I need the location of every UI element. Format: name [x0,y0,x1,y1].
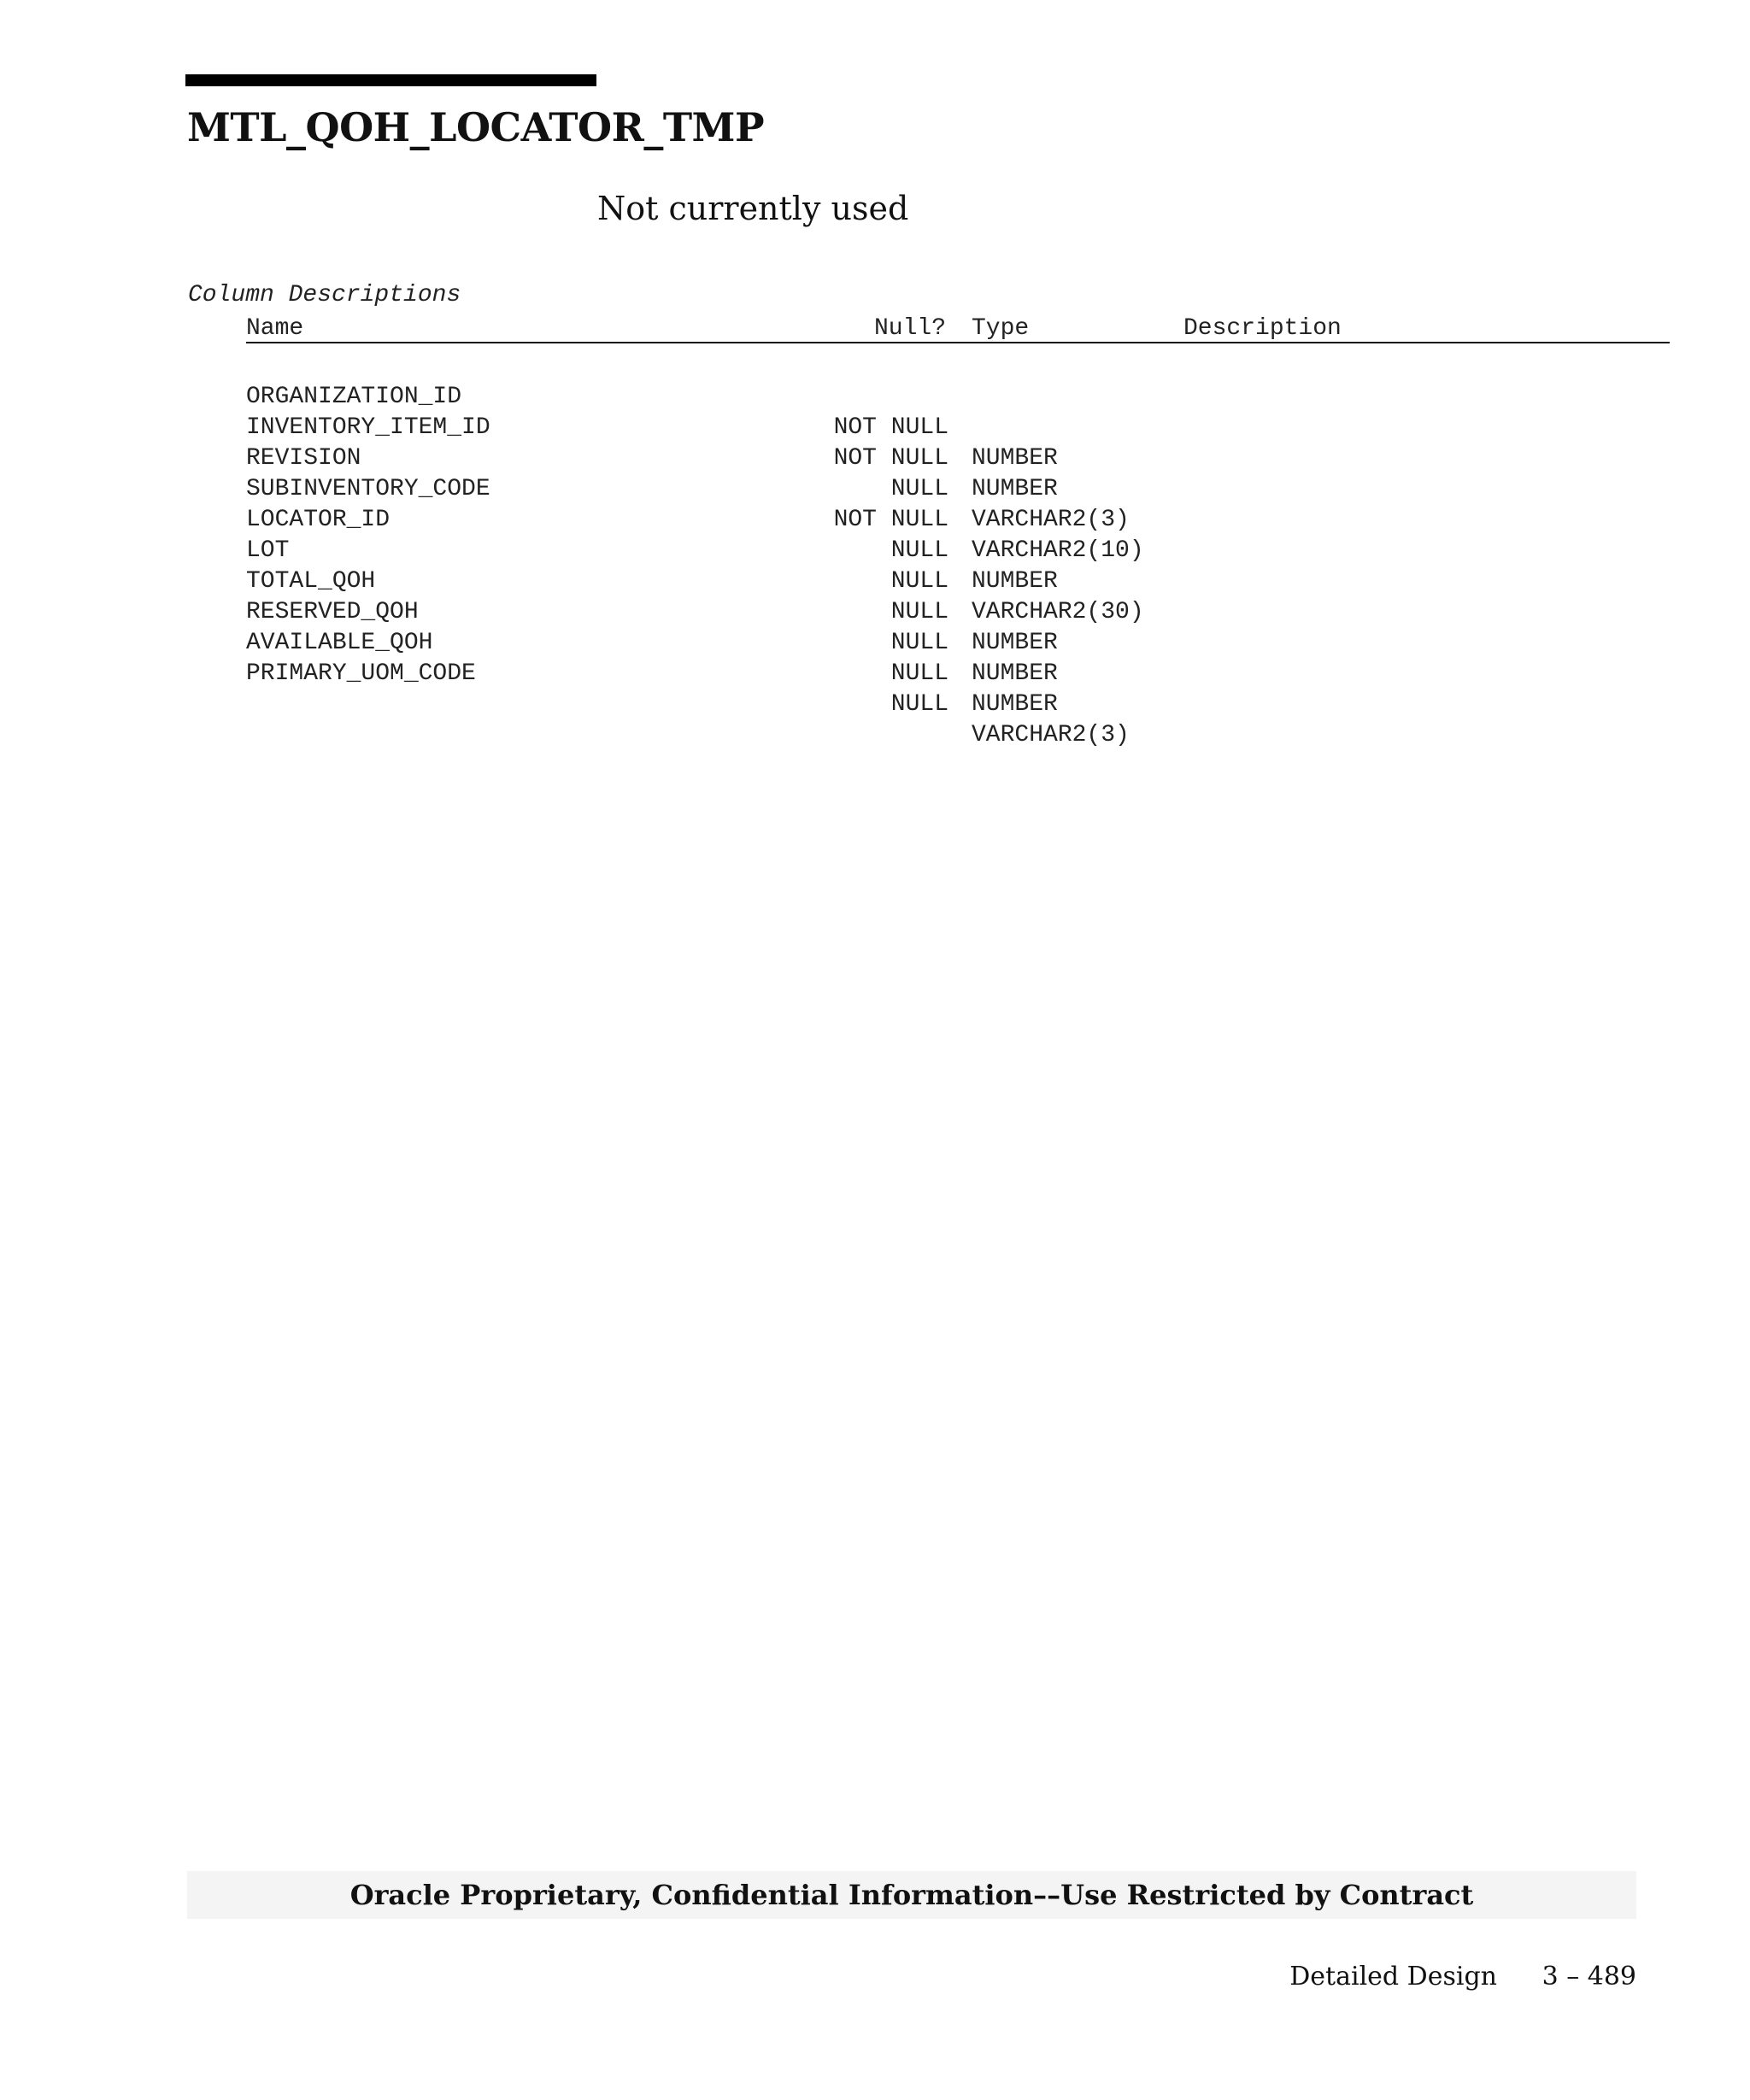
column-name: AVAILABLE_QOH [246,630,433,656]
column-type: VARCHAR2(30) [972,599,1144,625]
column-nullability: NOT NULL [833,445,948,472]
column-type: VARCHAR2(3) [972,507,1130,533]
column-type: VARCHAR2(10) [972,537,1144,564]
column-header-type: Type [972,315,1030,342]
column-type: NUMBER [972,660,1058,687]
column-name: SUBINVENTORY_CODE [246,476,490,502]
column-type: NUMBER [972,568,1058,595]
column-type: VARCHAR2(3) [972,722,1130,748]
footer-section-title: Detailed Design [1289,1962,1497,1991]
page-title: MTL_QOH_LOCATOR_TMP [187,104,765,150]
column-name: TOTAL_QOH [246,568,376,595]
table-summary: Not currently used [597,190,909,227]
column-nullability: NULL [890,537,948,564]
column-nullability: NULL [890,691,948,718]
section-label: Column Descriptions [188,282,461,308]
column-nullability: NULL [890,630,948,656]
column-name: LOCATOR_ID [246,507,391,533]
column-name: RESERVED_QOH [246,599,419,625]
column-name: LOT [246,537,290,564]
column-nullability: NULL [890,599,948,625]
column-type: NUMBER [972,630,1058,656]
column-name: INVENTORY_ITEM_ID [246,414,490,441]
column-type: NUMBER [972,476,1058,502]
column-nullability: NULL [890,568,948,595]
column-type: NUMBER [972,445,1058,472]
column-type: NUMBER [972,691,1058,718]
column-nullability: NULL [890,660,948,687]
header-divider [246,342,1670,343]
column-header-description: Description [1183,315,1342,342]
column-name: PRIMARY_UOM_CODE [246,660,476,687]
column-nullability: NOT NULL [833,414,948,441]
heading-rule [185,74,596,86]
column-list [0,351,1750,748]
column-nullability: NULL [890,476,948,502]
column-name: ORGANIZATION_ID [246,384,462,410]
confidentiality-notice: Oracle Proprietary, Confidential Information––Use Restricted by Contract [349,1879,1474,1911]
column-header-name: Name [246,315,304,342]
column-header-null: Null? [874,315,947,342]
column-name: REVISION [246,445,361,472]
column-nullability: NOT NULL [833,507,948,533]
page-number: 3 – 489 [1542,1962,1636,1991]
